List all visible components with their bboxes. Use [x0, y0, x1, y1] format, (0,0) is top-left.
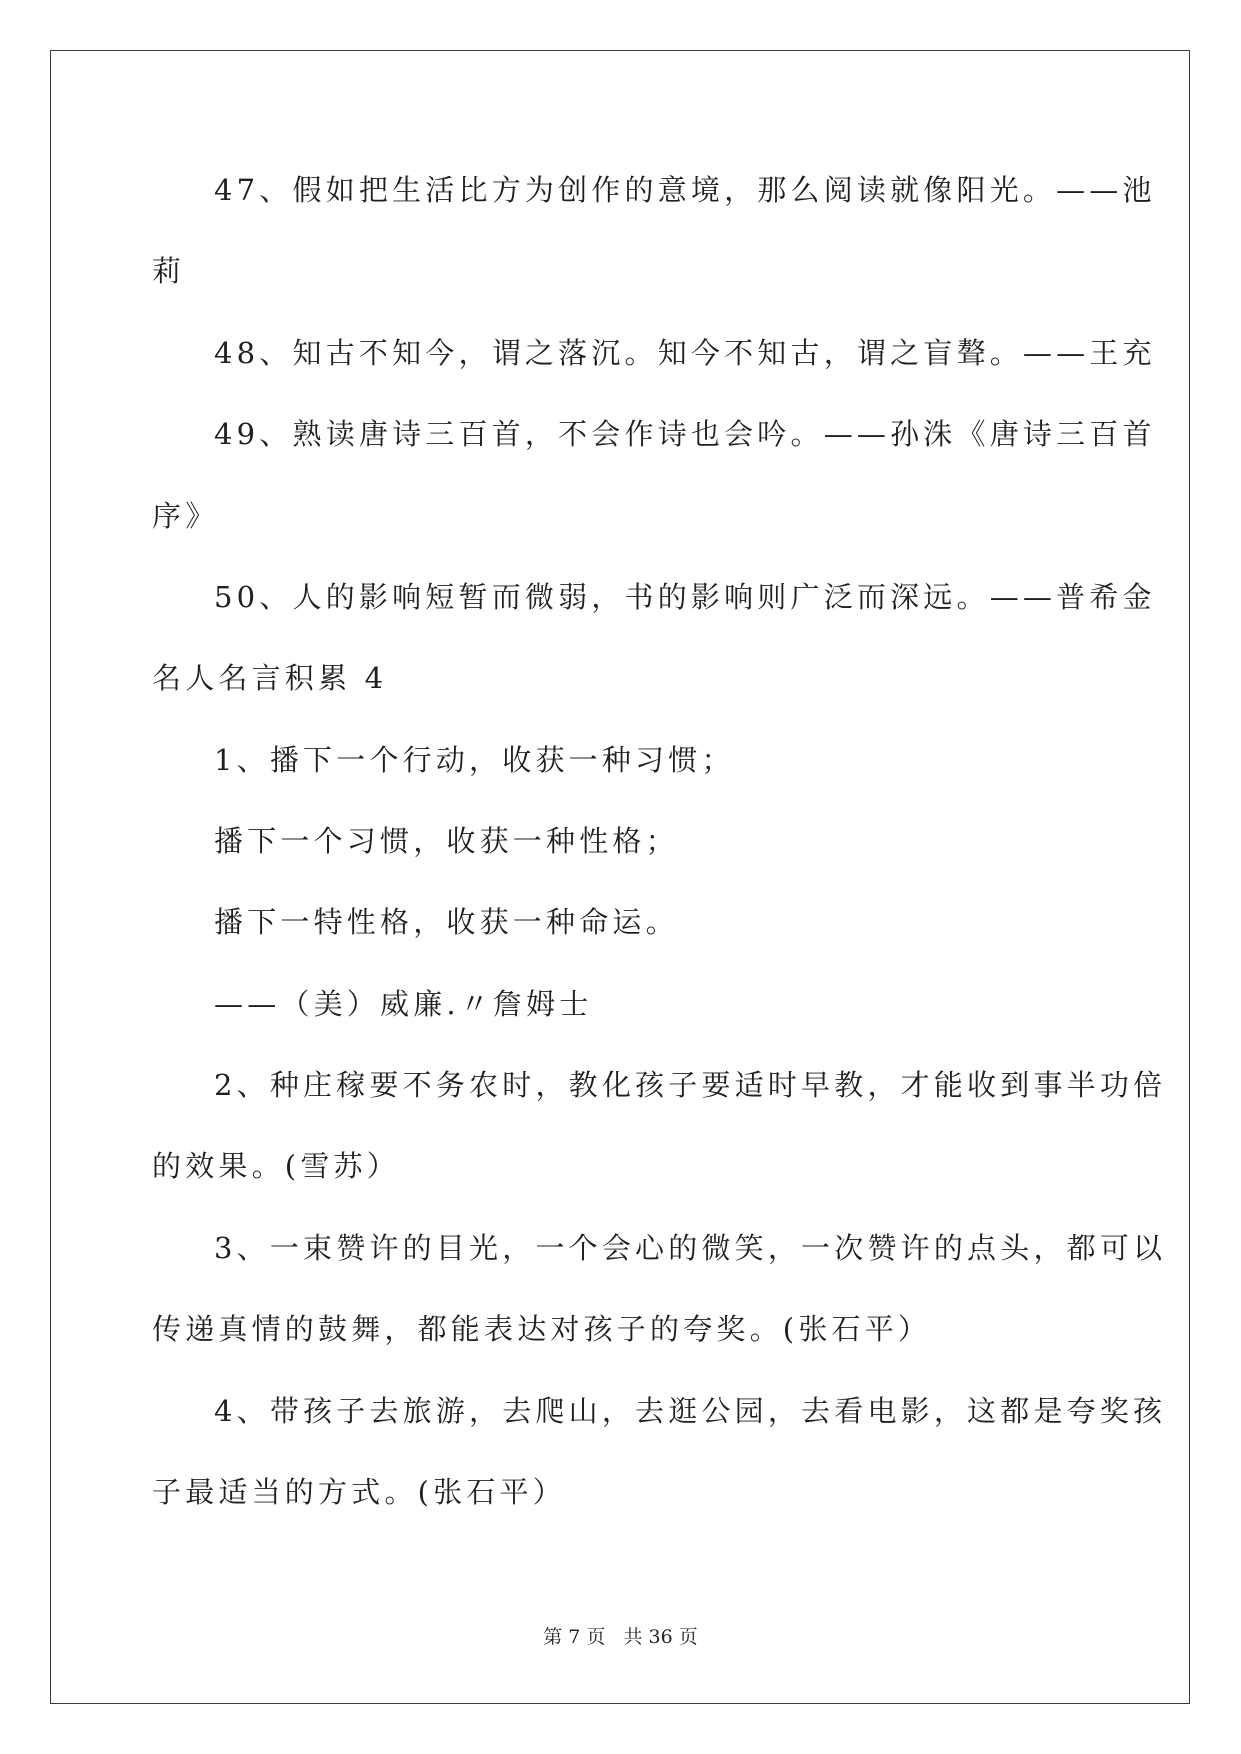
quote-4-line-2: 子最适当的方式。(张石平） — [152, 1475, 566, 1509]
page-border — [50, 50, 1190, 1704]
quote-48: 48、知古不知今，谓之落沉。知今不知古，谓之盲聱。——王充 — [214, 336, 1156, 370]
quote-1-line-1: 1、播下一个行动，收获一种习惯； — [214, 743, 735, 777]
quote-50: 50、人的影响短暂而微弱，书的影响则广泛而深远。——普希金 — [214, 580, 1156, 614]
page-number: 第 7 页 — [543, 1626, 606, 1648]
quote-1-attribution: ——（美）威廉.〃詹姆士 — [214, 987, 593, 1021]
quote-1-line-3: 播下一特性格，收获一种命运。 — [214, 905, 679, 939]
quote-3-line-2: 传递真情的鼓舞，都能表达对孩子的夸奖。(张石平） — [152, 1312, 932, 1346]
quote-1-line-2: 播下一个习惯，收获一种性格； — [214, 824, 679, 858]
page-footer — [0, 1628, 1241, 1647]
quote-3-line-1: 3、一束赞许的目光，一个会心的微笑，一次赞许的点头，都可以 — [214, 1231, 1167, 1265]
quote-2-line-2: 的效果。(雪苏） — [152, 1149, 400, 1183]
quote-49-line-1: 49、熟读唐诗三百首，不会作诗也会吟。——孙洙《唐诗三百首 — [214, 417, 1156, 451]
quote-2-line-1: 2、种庄稼要不务农时，教化孩子要适时早教，才能收到事半功倍 — [214, 1068, 1167, 1102]
section-heading: 名人名言积累 4 — [152, 661, 388, 695]
total-pages: 共 36 页 — [623, 1626, 698, 1648]
quote-47-line-1: 47、假如把生活比方为创作的意境，那么阅读就像阳光。——池 — [214, 173, 1156, 207]
quote-4-line-1: 4、带孩子去旅游，去爬山，去逛公园，去看电影，这都是夸奖孩 — [214, 1394, 1167, 1428]
quote-47-line-2: 莉 — [152, 254, 186, 288]
quote-49-line-2: 序》 — [152, 499, 219, 533]
